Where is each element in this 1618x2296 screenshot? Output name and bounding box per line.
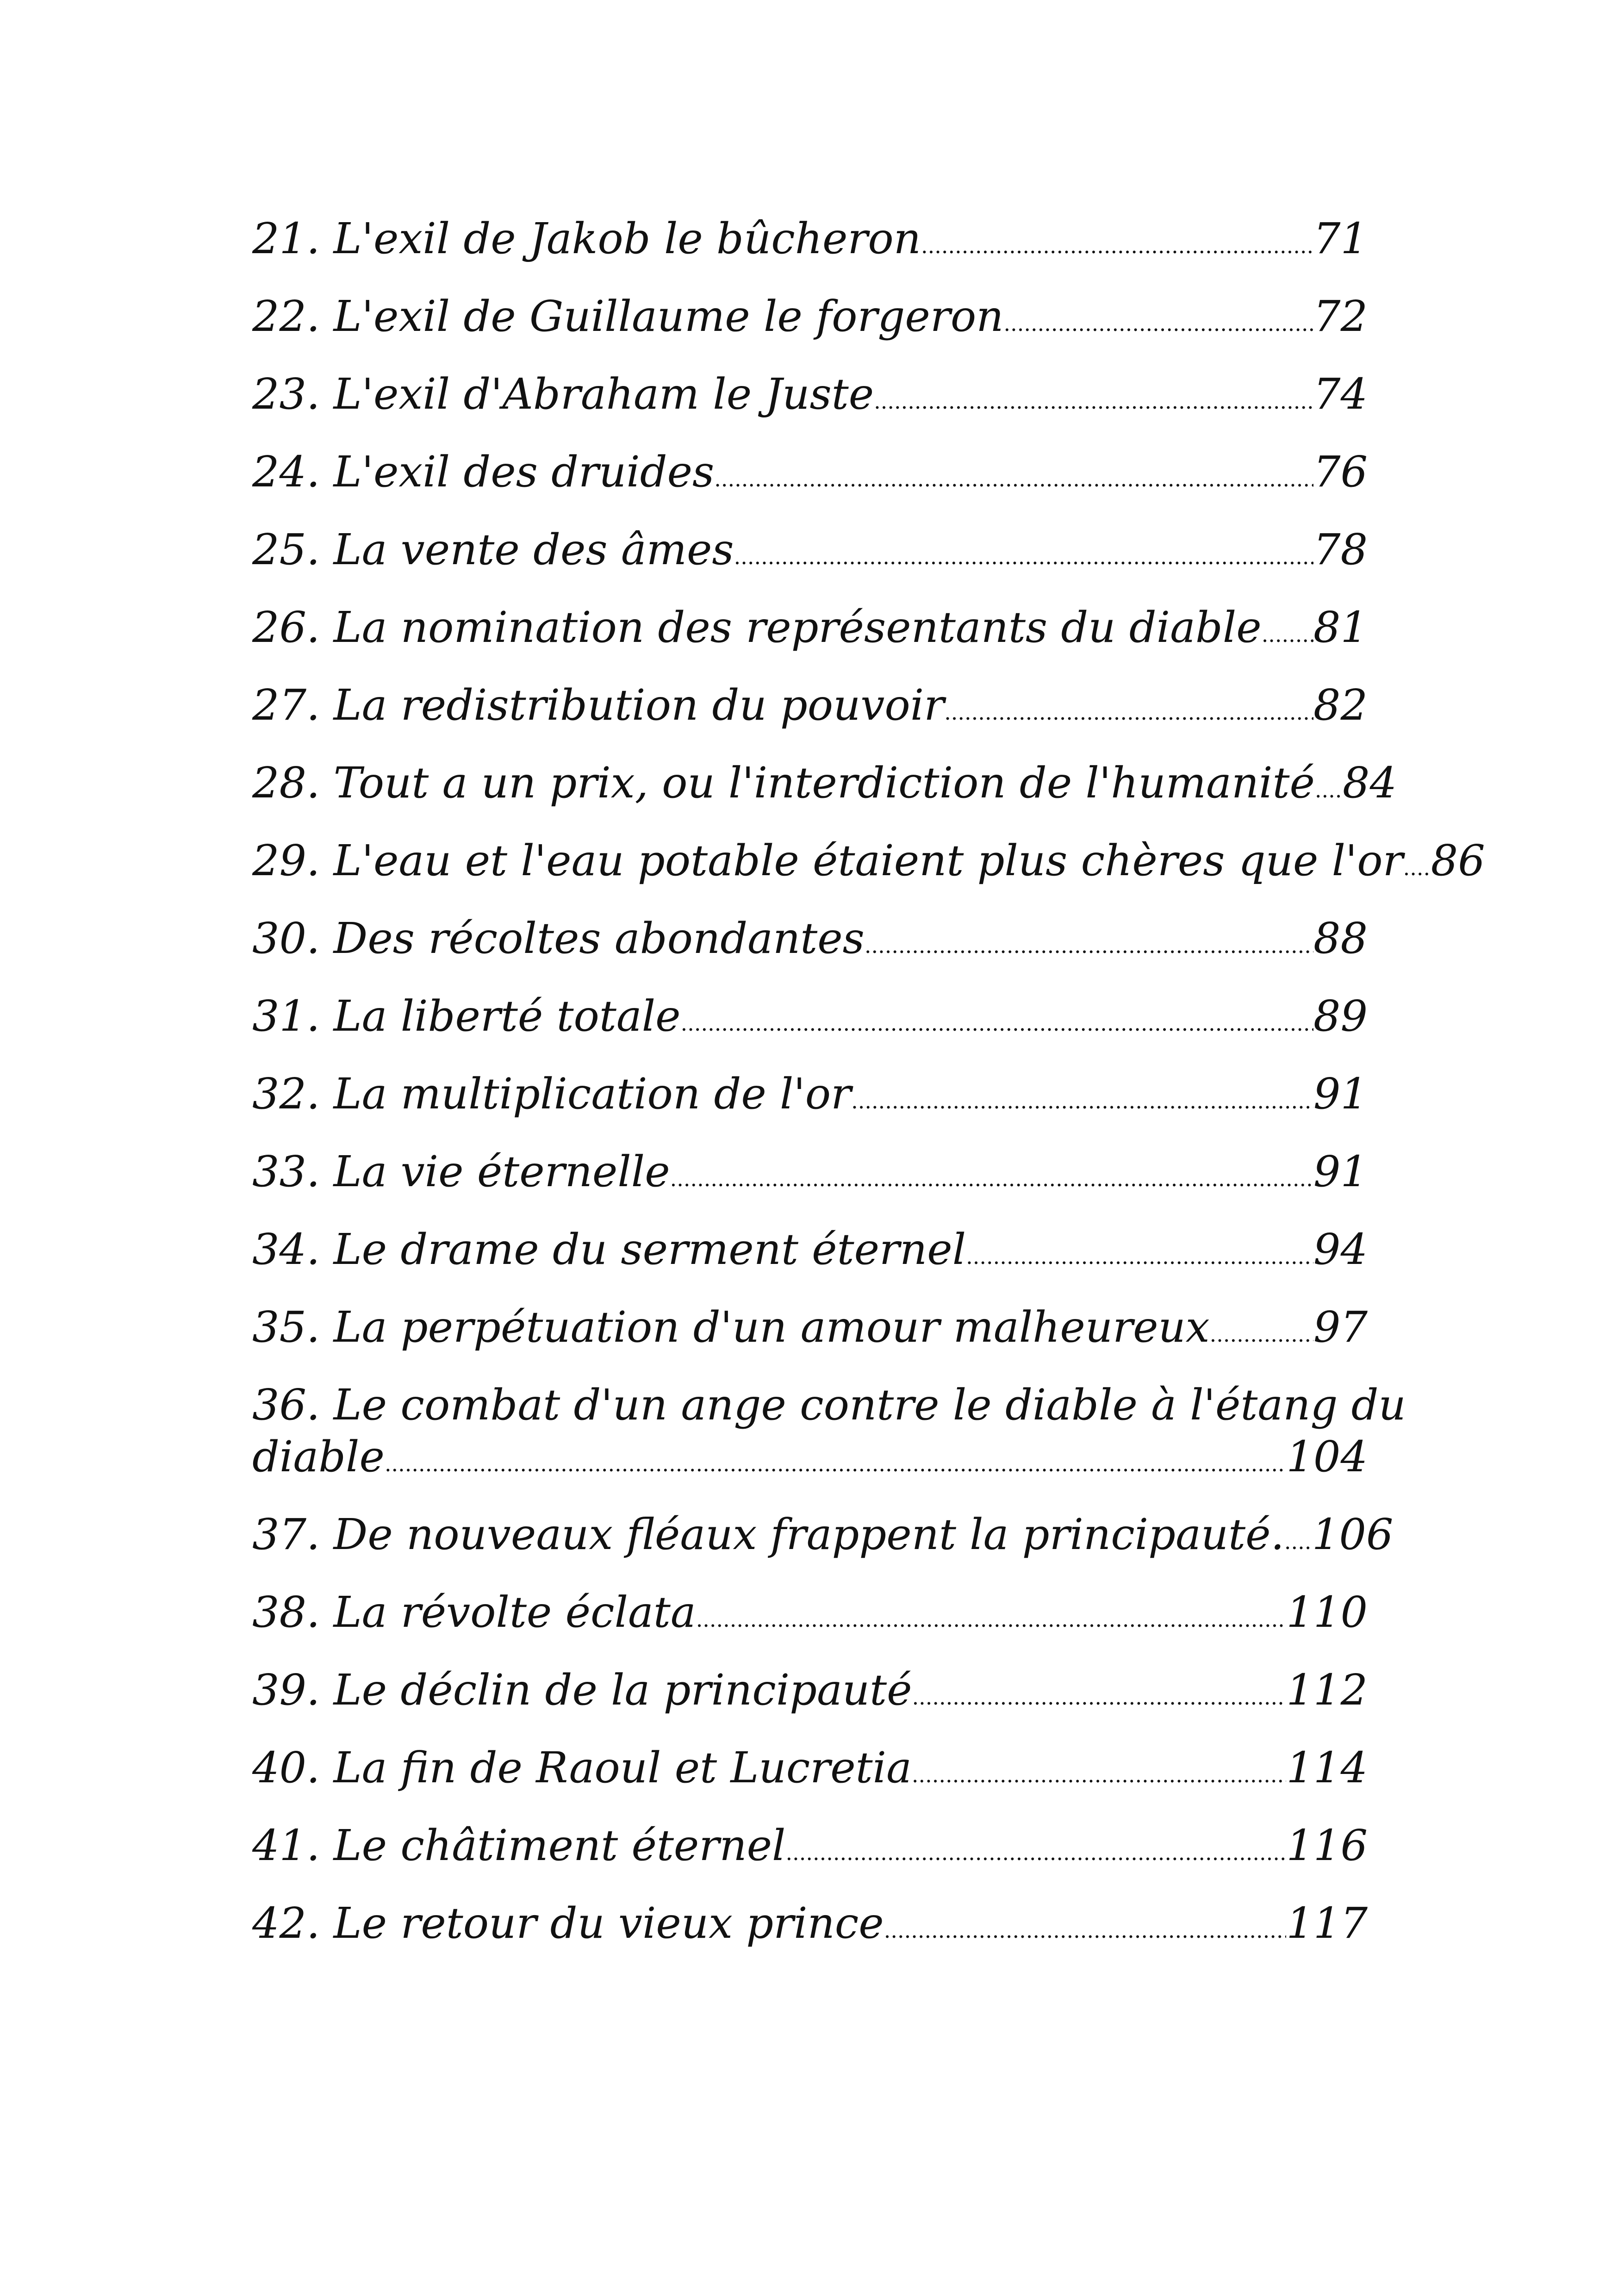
toc-entry-page: 86 — [1431, 836, 1485, 885]
toc-entry-27[interactable] — [252, 679, 1368, 757]
dot-leader — [785, 1820, 1286, 1879]
toc-entry-title: 32. La multiplication de l'or — [252, 1069, 852, 1119]
toc-entry-title-continued: diable — [252, 1432, 385, 1481]
dot-leader — [921, 213, 1313, 272]
toc-entry-page: 78 — [1313, 525, 1368, 574]
toc-entry-page: 76 — [1313, 447, 1368, 497]
toc-entry-page: 89 — [1313, 991, 1368, 1041]
toc-entry-page: 114 — [1286, 1743, 1368, 1792]
toc-entry-page: 117 — [1286, 1898, 1368, 1948]
toc-entry-title: 34. Le drame du serment éternel — [252, 1225, 966, 1274]
toc-entry-22[interactable] — [252, 291, 1368, 368]
toc-entry-title: 31. La liberté totale — [252, 991, 681, 1041]
toc-entry-title: 42. Le retour du vieux prince — [252, 1898, 884, 1948]
toc-entry-page: 74 — [1313, 369, 1368, 419]
toc-entry-page: 116 — [1286, 1821, 1368, 1870]
toc-entry-page: 84 — [1342, 758, 1397, 808]
toc-entry-title: 26. La nomination des représentants du diable — [252, 603, 1262, 652]
toc-entry-page: 91 — [1313, 1147, 1368, 1196]
toc-entry-page: 82 — [1313, 680, 1368, 730]
toc-entry-42[interactable] — [252, 1898, 1368, 1975]
toc-entry-title: 35. La perpétuation d'un amour malheureux — [252, 1302, 1210, 1352]
toc-entry-title: 24. L'exil des druides — [252, 447, 715, 497]
toc-entry-29[interactable] — [252, 835, 1485, 913]
toc-entry-title: 25. La vente des âmes — [252, 525, 734, 574]
dot-leader — [884, 1898, 1287, 1956]
dot-leader — [874, 368, 1313, 427]
dot-leader — [681, 990, 1313, 1049]
toc-entry-title: 38. La révolte éclata — [252, 1587, 696, 1637]
dot-leader — [1403, 835, 1431, 894]
toc-entry-23[interactable] — [252, 368, 1368, 446]
toc-entry-page: 97 — [1313, 1302, 1368, 1352]
toc-entry-page: 104 — [1286, 1432, 1368, 1481]
toc-entry-26[interactable] — [252, 602, 1368, 679]
table-of-contents — [252, 213, 1485, 1975]
dot-leader — [912, 1664, 1287, 1723]
toc-entry-31[interactable] — [252, 990, 1368, 1068]
toc-entry-40[interactable] — [252, 1742, 1368, 1820]
dot-leader — [966, 1224, 1313, 1282]
toc-entry-page: 112 — [1286, 1665, 1368, 1715]
toc-entry-21[interactable] — [252, 213, 1368, 291]
toc-entry-38[interactable] — [252, 1587, 1368, 1664]
dot-leader — [696, 1587, 1287, 1645]
toc-entry-page: 88 — [1313, 914, 1368, 963]
toc-entry-title: 21. L'exil de Jakob le bûcheron — [252, 214, 921, 263]
toc-entry-title: 28. Tout a un prix, ou l'interdiction de l'humanité — [252, 758, 1315, 808]
toc-entry-24[interactable] — [252, 446, 1368, 524]
toc-entry-page: 94 — [1313, 1225, 1368, 1274]
toc-entry-title: 22. L'exil de Guillaume le forgeron — [252, 292, 1004, 341]
toc-entry-page: 91 — [1313, 1069, 1368, 1119]
toc-entry-title: 27. La redistribution du pouvoir — [252, 680, 945, 730]
dot-leader — [1003, 291, 1313, 349]
toc-entry-35[interactable] — [252, 1301, 1368, 1379]
toc-entry-title: 36. Le combat d'un ange contre le diable à l'étang du — [252, 1380, 1406, 1430]
toc-entry-title: 33. La vie éternelle — [252, 1147, 670, 1196]
toc-entry-28[interactable] — [252, 757, 1397, 835]
dot-leader — [912, 1742, 1286, 1801]
toc-entry-second-line — [252, 1431, 1368, 1483]
dot-leader — [1210, 1301, 1313, 1360]
toc-entry-32[interactable] — [252, 1068, 1368, 1146]
toc-entry-page: 72 — [1313, 292, 1368, 341]
toc-entry-page: 71 — [1313, 214, 1368, 263]
dot-leader — [865, 913, 1313, 971]
toc-entry-33[interactable] — [252, 1146, 1368, 1224]
dot-leader — [714, 446, 1313, 505]
dot-leader — [734, 524, 1313, 583]
toc-entry-title: 39. Le déclin de la principauté — [252, 1665, 912, 1715]
toc-entry-34[interactable] — [252, 1224, 1368, 1301]
toc-entry-page: 81 — [1313, 603, 1368, 652]
dot-leader — [851, 1068, 1313, 1127]
toc-entry-25[interactable] — [252, 524, 1368, 602]
toc-entry-37[interactable] — [252, 1509, 1394, 1587]
toc-entry-title: 40. La fin de Raoul et Lucretia — [252, 1743, 912, 1792]
toc-entry-title: 23. L'exil d'Abraham le Juste — [252, 369, 874, 419]
dot-leader — [1284, 1509, 1312, 1568]
toc-entry-title: 37. De nouveaux fléaux frappent la principauté. — [252, 1510, 1284, 1559]
dot-leader — [670, 1146, 1313, 1205]
toc-entry-page: 106 — [1312, 1510, 1394, 1559]
dot-leader — [1262, 602, 1313, 660]
toc-entry-title: 41. Le châtiment éternel — [252, 1821, 786, 1870]
toc-entry-41[interactable] — [252, 1820, 1368, 1898]
dot-leader — [944, 679, 1313, 738]
dot-leader — [385, 1431, 1286, 1483]
toc-entry-title: 30. Des récoltes abondantes — [252, 914, 865, 963]
toc-entry-title: 29. L'eau et l'eau potable étaient plus chères que l'or — [252, 836, 1403, 885]
toc-entry-36[interactable] — [252, 1379, 1406, 1509]
dot-leader — [1315, 757, 1343, 816]
toc-entry-page: 110 — [1286, 1587, 1368, 1637]
toc-entry-30[interactable] — [252, 913, 1368, 990]
toc-entry-39[interactable] — [252, 1664, 1368, 1742]
